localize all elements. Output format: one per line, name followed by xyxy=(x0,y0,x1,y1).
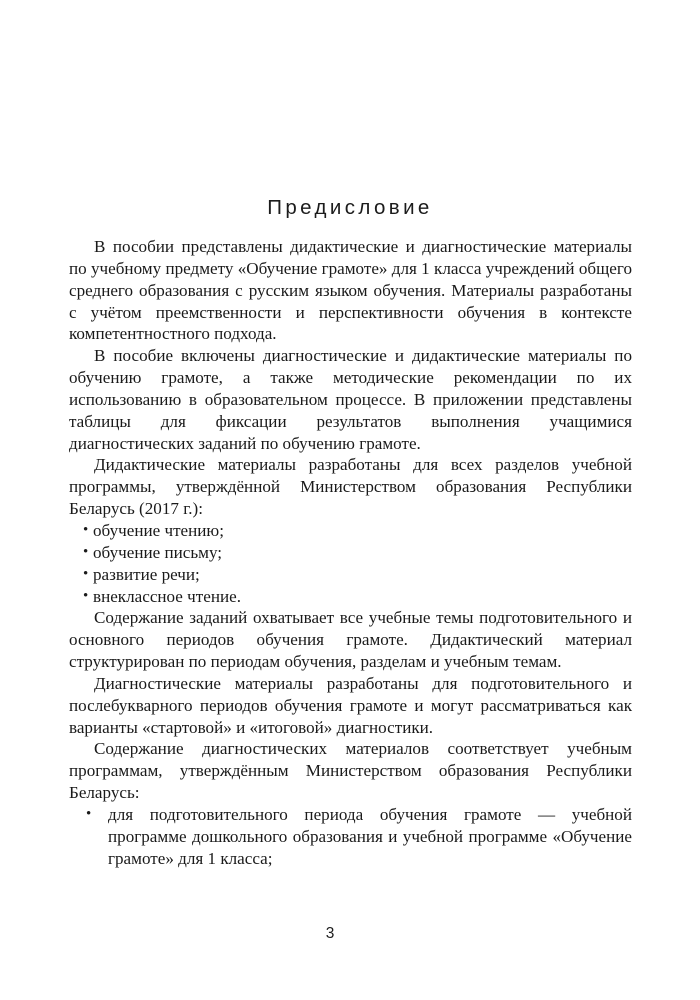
bullet-icon: • xyxy=(83,543,89,560)
list-item-label: обучение письму; xyxy=(93,542,223,562)
list-item-label: для подготовительного периода обучения грамоте — учебной программе дошкольного образования и учебной программе «Обучение грамоте» для 1 класса; xyxy=(108,804,632,868)
list-item xyxy=(69,564,632,586)
list-item xyxy=(69,542,632,564)
list-item xyxy=(69,586,632,608)
page-title: Предисловие xyxy=(267,195,433,219)
list-item-label: внеклассное чтение. xyxy=(93,586,241,606)
list-item xyxy=(69,520,632,542)
list-item xyxy=(69,804,632,870)
paragraph-2: В пособие включены диагностические и дидактические материалы по обучению грамоте, а также методические рекомендации по их использованию в образовательном процессе. В приложении представлены таблицы для фиксации результатов выполнения учащимися диагностических заданий по обучению грамоте. xyxy=(69,346,632,453)
bullet-icon: • xyxy=(83,565,89,582)
paragraph-3: Дидактические материалы разработаны для всех разделов учебной программы, утверждённой Министерством образования Республики Беларусь (2017 г.): xyxy=(69,455,632,519)
page-number-value: 3 xyxy=(325,925,335,942)
paragraph-5: Диагностические материалы разработаны для подготовительного и послебукварного периодов обучения грамоте и могут рассматриваться как варианты «стартовой» и «итоговой» диагностики. xyxy=(69,673,632,737)
list-item-label: обучение чтению; xyxy=(93,520,224,540)
diagnostic-programs-list xyxy=(69,804,632,870)
bullet-icon: • xyxy=(83,587,89,604)
document-body xyxy=(69,236,632,869)
list-item-label: развитие речи; xyxy=(93,564,200,584)
paragraph-6: Содержание диагностических материалов соответствует учебным программам, утверждённым Министерством образования Республики Беларусь: xyxy=(69,739,632,803)
curriculum-sections-list xyxy=(69,520,632,607)
paragraph-1: В пособии представлены дидактические и диагностические материалы по учебному предмету «Обучение грамоте» для 1 класса учреждений общего среднего образования с русским языком обучения. Материалы разработаны с учётом преемственности и перспективности обучения в контексте компетентностного подхода. xyxy=(69,237,632,344)
bullet-icon: • xyxy=(86,805,92,822)
bullet-icon: • xyxy=(83,521,89,538)
page-number xyxy=(0,925,700,943)
paragraph-4: Содержание заданий охватывает все учебные темы подготовительного и основного периодов обучения грамоте. Дидактический материал структурирован по периодам обучения, разделам и учебным темам. xyxy=(69,608,632,672)
